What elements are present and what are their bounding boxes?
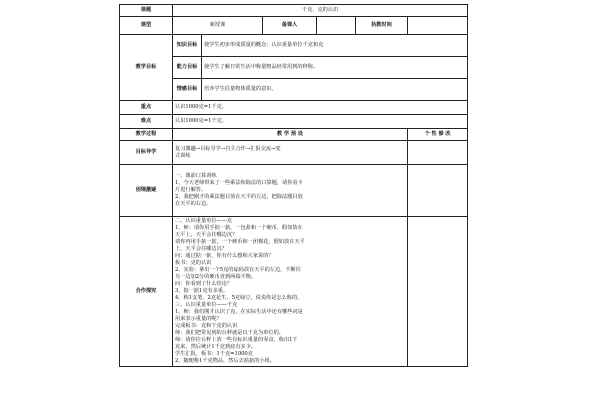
explore-line: 问：通过掂一掂，你有什么想和大家说的？ <box>175 253 274 259</box>
key-point-text: 认识1000克=1千克。 <box>173 101 468 115</box>
explore-line: 问：你看到了什么结论？ <box>175 281 233 287</box>
explore-line: 另一边加2分的硬币直到两端平衡。 <box>175 274 257 280</box>
guide-row <box>120 141 468 165</box>
emotion-goal-row <box>120 79 468 101</box>
explore-line: 请你再用手掂一掂，一个硬币和一团棉花，假如放在天平 <box>175 239 305 245</box>
guide-edit-cell <box>408 141 468 165</box>
explore-row <box>120 217 468 367</box>
explore-line: 完成板书：克和千克的认识 <box>175 323 238 329</box>
difficulty-label: 难点 <box>120 115 173 129</box>
guide-text <box>173 141 408 165</box>
ability-goal-label: 能力目标 <box>173 57 202 79</box>
emotion-goal-label: 情感目标 <box>173 79 202 101</box>
teaching-time-value <box>408 17 468 35</box>
lesson-type-row <box>120 17 468 35</box>
explore-line: 用来表示重量的呢？ <box>175 316 222 322</box>
personal-edit-header: 个 性 修 改 <box>408 129 468 141</box>
explore-line: 1、师：请你用手掂一掂，一包盐和一个硬币，假如放在 <box>175 225 303 231</box>
preparer-value <box>317 17 356 35</box>
explore-line: 1、师：我们刚才认识了克，在实际生活中还有哪些词是 <box>175 309 303 315</box>
ability-goal-text: 使学生了解日常生活中称量物品经常用到的秤称。 <box>202 57 468 79</box>
intro-line: 在天平的右边。 <box>175 201 212 207</box>
explore-line: 4、称1支笔、2克花生、5克绿豆，说说你是怎么称的。 <box>175 295 303 301</box>
teaching-goals-label: 教学目标 <box>120 35 173 101</box>
difficulty-text: 认识1000克=1千克。 <box>173 115 468 129</box>
explore-line: 2、随便称1千克物品，然后去掂掂的小组。 <box>175 358 275 364</box>
process-label: 教学过程 <box>120 129 173 141</box>
explore-line: 师：我们把常见到的台秤就是以千克为单位的。 <box>175 330 284 336</box>
lesson-type-label: 课型 <box>120 17 173 35</box>
knowledge-goal-text: 使学生初步形成质量的概念；认识重量单位千克和克 <box>202 35 468 57</box>
explore-line: 天平上，天平会往哪边沉？ <box>175 232 238 238</box>
explore-text <box>173 217 408 367</box>
lesson-plan-table <box>119 4 468 367</box>
topic-row <box>120 5 468 17</box>
emotion-goal-text: 培养学生估量物体质量的意识。 <box>202 79 468 101</box>
intro-line: 一、课前口算训练 <box>175 173 217 179</box>
difficulty-row <box>120 115 468 129</box>
explore-line: 克来，然后统计1千克到底有多少。 <box>175 344 257 350</box>
intro-text <box>173 165 408 217</box>
intro-label: 创境激疑 <box>120 165 173 217</box>
preparer-label: 备课人 <box>263 17 317 35</box>
intro-line: 2、我把刚才的乘法题目放在天平的左边，把除法题目放 <box>175 194 303 200</box>
explore-line: 2、实验：拿出一个5克的砝码放在天平的左边，不断往 <box>175 267 301 273</box>
guide-line: 式训练 <box>175 152 191 159</box>
process-header-row <box>120 129 468 141</box>
key-point-row <box>120 101 468 115</box>
explore-line: 三、认识重量单位——千克 <box>175 302 238 308</box>
explore-line: 师：请你往台秤上放一些有标识重量的零食，称出1千 <box>175 337 298 343</box>
guide-label: 目标导学 <box>120 141 173 165</box>
intro-row <box>120 165 468 217</box>
intro-line: 1、今天老师带来了一些乘法和除法的口算题，请你看卡 <box>175 180 303 186</box>
explore-label: 合作探究 <box>120 217 173 367</box>
explore-edit-cell <box>408 217 468 367</box>
design-header: 教 学 预 设 <box>173 129 408 141</box>
guide-line: 复习激趣→目标导学→自主合作→汇报交流→变 <box>175 145 281 152</box>
explore-line: 学生汇报，板书：1千克=1000克 <box>175 351 253 357</box>
knowledge-goal-row <box>120 35 468 57</box>
intro-line: 片进行解答。 <box>175 187 207 193</box>
explore-line: 板书：克的认识 <box>175 260 212 266</box>
explore-line: 二、认识重量单位——克 <box>175 218 233 224</box>
intro-edit-cell <box>408 165 468 217</box>
knowledge-goal-label: 知识目标 <box>173 35 202 57</box>
key-point-label: 重点 <box>120 101 173 115</box>
topic-label: 课题 <box>120 5 173 17</box>
ability-goal-row <box>120 57 468 79</box>
explore-line: 3、掂一掂1克有多重。 <box>175 288 229 294</box>
teaching-time-label: 执教时间 <box>356 17 408 35</box>
lesson-type-value: 新授课 <box>173 17 263 35</box>
topic-title: 千克、克的认识 <box>173 5 468 17</box>
explore-line: 上，天平会往哪边沉？ <box>175 246 227 252</box>
